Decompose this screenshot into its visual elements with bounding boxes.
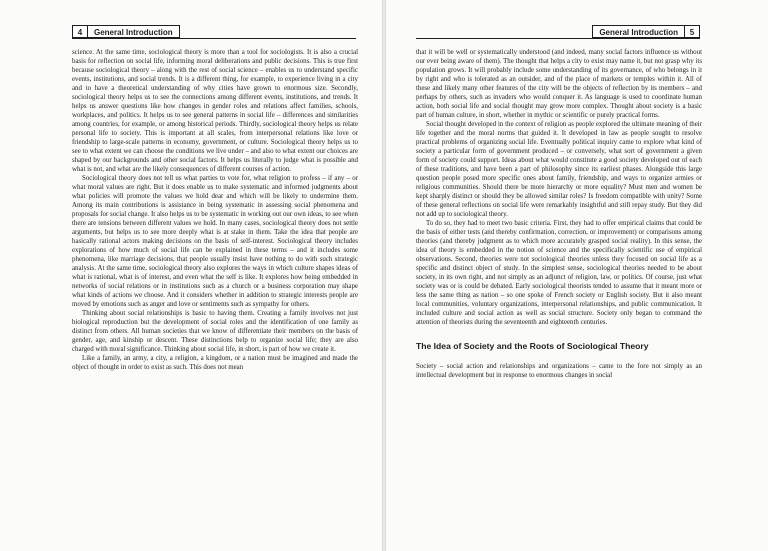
paragraph: Like a family, an army, a city, a religion, a kingdom, or a nation must be imagined and made the object of thought in order to exist as such. This does not mean	[72, 355, 358, 371]
paragraph: To do so, they had to meet two basic criteria. First, they had to offer empirical claims that could be the basis of either tests (and thereby confirmation, correction, or improvement) or comparisons among theories (and thereby judgment as to which more accurately grasped social reality). In this sense, the idea of theory is embedded in the notion of science and the specifically scientific use of empirical observations. Second, theories were not sociological theories unless they focused on social life as a specific and distinct object of study. In the simplest sense, sociological theories needed to be about society, in its own right, and not simply as an adjunct of religion, law, or politics. Of course, just what society was or is could be debated. Early sociological theorists tended to assume that it meant more or less the same thing as nation – so one spoke of French society or English society. But it also meant local communities, voluntary organizations, interpersonal relationships, and public communication. It included culture and social action as well as social structure. Society only began to command the attention of theorists during the seventeenth and eighteenth centuries.	[416, 220, 702, 326]
left-body-text	[72, 48, 358, 372]
running-header-right	[416, 25, 700, 38]
section-heading: The Idea of Society and the Roots of Sociological Theory	[416, 341, 649, 351]
paragraph: Thinking about social relationships is basic to having them. Creating a family involves not just biological reproduction but the development of social roles and the identification of one family as distinct from others. All human societies that we know of differentiate their members on the basis of gender, age, and kinship or descent. These distinctions help to organize social life; they are also charged with moral significance. Thinking about social life, in short, is part of how we create it.	[72, 310, 358, 353]
running-head-title: General Introduction	[88, 25, 180, 38]
header-rule	[72, 38, 356, 39]
running-head-title: General Introduction	[592, 25, 684, 38]
right-body-text	[416, 48, 702, 380]
paragraph: that it will be well or systematically understood (and indeed, many social factors influence us without our ever being aware of them). The thought that helps a city to exist may name it, but not grasp why its population grows. It will probably include some understanding of its governance, of who belongs in it by right and who is tolerated as an outsider, and of the place of markets or temples within it. All of these and likely many other features of the city will be the objects of reflection by its members – and perhaps by others, such as invaders who would conquer it. As language is used to coordinate human action, both social life and social thought may grow more complex. Thought about society is a basic part of human culture, in short, whether in mythic or scientific or purely practical forms.	[416, 49, 702, 119]
paragraph: Sociological theory does not tell us what parties to vote for, what religion to profess – if any – or what moral values are right. But it does enable us to make systematic and informed judgments about what policies will promote the values we hold dear and which will be likely to undermine them. Among its main contributions is assistance in being systematic in assessing social phenomena and proposals for social change. It also helps us to be systematic in working out our own ideas, to see when there are tensions between different values we hold. In many cases, sociological theory does not settle arguments, but helps us to see more deeply what is at stake in them. Take the idea that people are basically rational actors making decisions on the basis of self-interest. Sociological theory includes explorations of how much of social life can be explained in these terms – and it includes some phenomena, like marriage decisions, that people usually insist have nothing to do with such strategic analysis. At the same time, sociological theory also explores the ways in which culture shapes ideas of what is rational, what is of interest, and even what the self is like. It explores how being embedded in networks of social relations or in institutions such as a church or a business corporation may shape what kinds of actions we choose. And it considers whether in addition to strategic interests people are moved by emotions such as anger and love or sentiments such as sympathy for others.	[72, 175, 358, 308]
paragraph: Society – social action and relationships and organizations – came to the fore not simply as an intellectual development but in response to enormous changes in social	[416, 363, 702, 379]
left-page	[0, 0, 382, 551]
header-rule	[416, 38, 700, 39]
right-page	[386, 0, 768, 551]
page-number: 4	[72, 25, 88, 38]
paragraph: Social thought developed in the context of religion as people explored the ultimate meaning of their life together and the moral norms that guided it. It developed in law as people sought to resolve practical problems of organizing social life. Eventually political inquiry came to explore what kind of society a particular form of government produced – or conversely, what sort of government a given form of society could support. Ideas about what would constitute a good society developed out of each of these traditions, and have been a part of philosophy since its earliest phases. Alongside this large question people posed more specific ones about family, friendship, and ways to organize armies or religious communities. Should there be more hierarchy or more equality? Must men and women be kept sharply distinct or should they be allowed similar roles? Is freedom compatible with unity? Some of these general reflections on social life were remarkably insightful and still repay study. But they did not add up to sociological theory.	[416, 121, 702, 218]
paragraph: science. At the same time, sociological theory is more than a tool for sociologists. It is also a crucial basis for reflection on social life, informing moral deliberations and public decisions. This is true first because sociological theory – along with the rest of social science – enables us to understand specific events, institutions, and social trends. It is a different thing, for example, to experience living in a city and to have a theoretical understanding of why cities have grown to enormous size. Secondly, sociological theory helps us to see the connections among different events, institutions, and trends. It helps us answer questions like how changes in gender roles and relations affect families, schools, workplaces, and politics. It helps us to see general patterns in social life – differences and similarities among countries, for example, or among historical periods. Thirdly, sociological theory helps us relate personal life to society. This is important at all scales, from interpersonal relations like love or friendship to large-scale patterns in economy, government, or culture. Sociological theory helps us to see to what extent we can choose the conditions we live under – and also to what extent our choices are shaped by our backgrounds and other social factors. It helps us literally to judge what is possible and what is not, and what are the likely consequences of different courses of action.	[72, 49, 358, 173]
running-header-left	[72, 25, 356, 38]
page-number: 5	[684, 25, 700, 38]
